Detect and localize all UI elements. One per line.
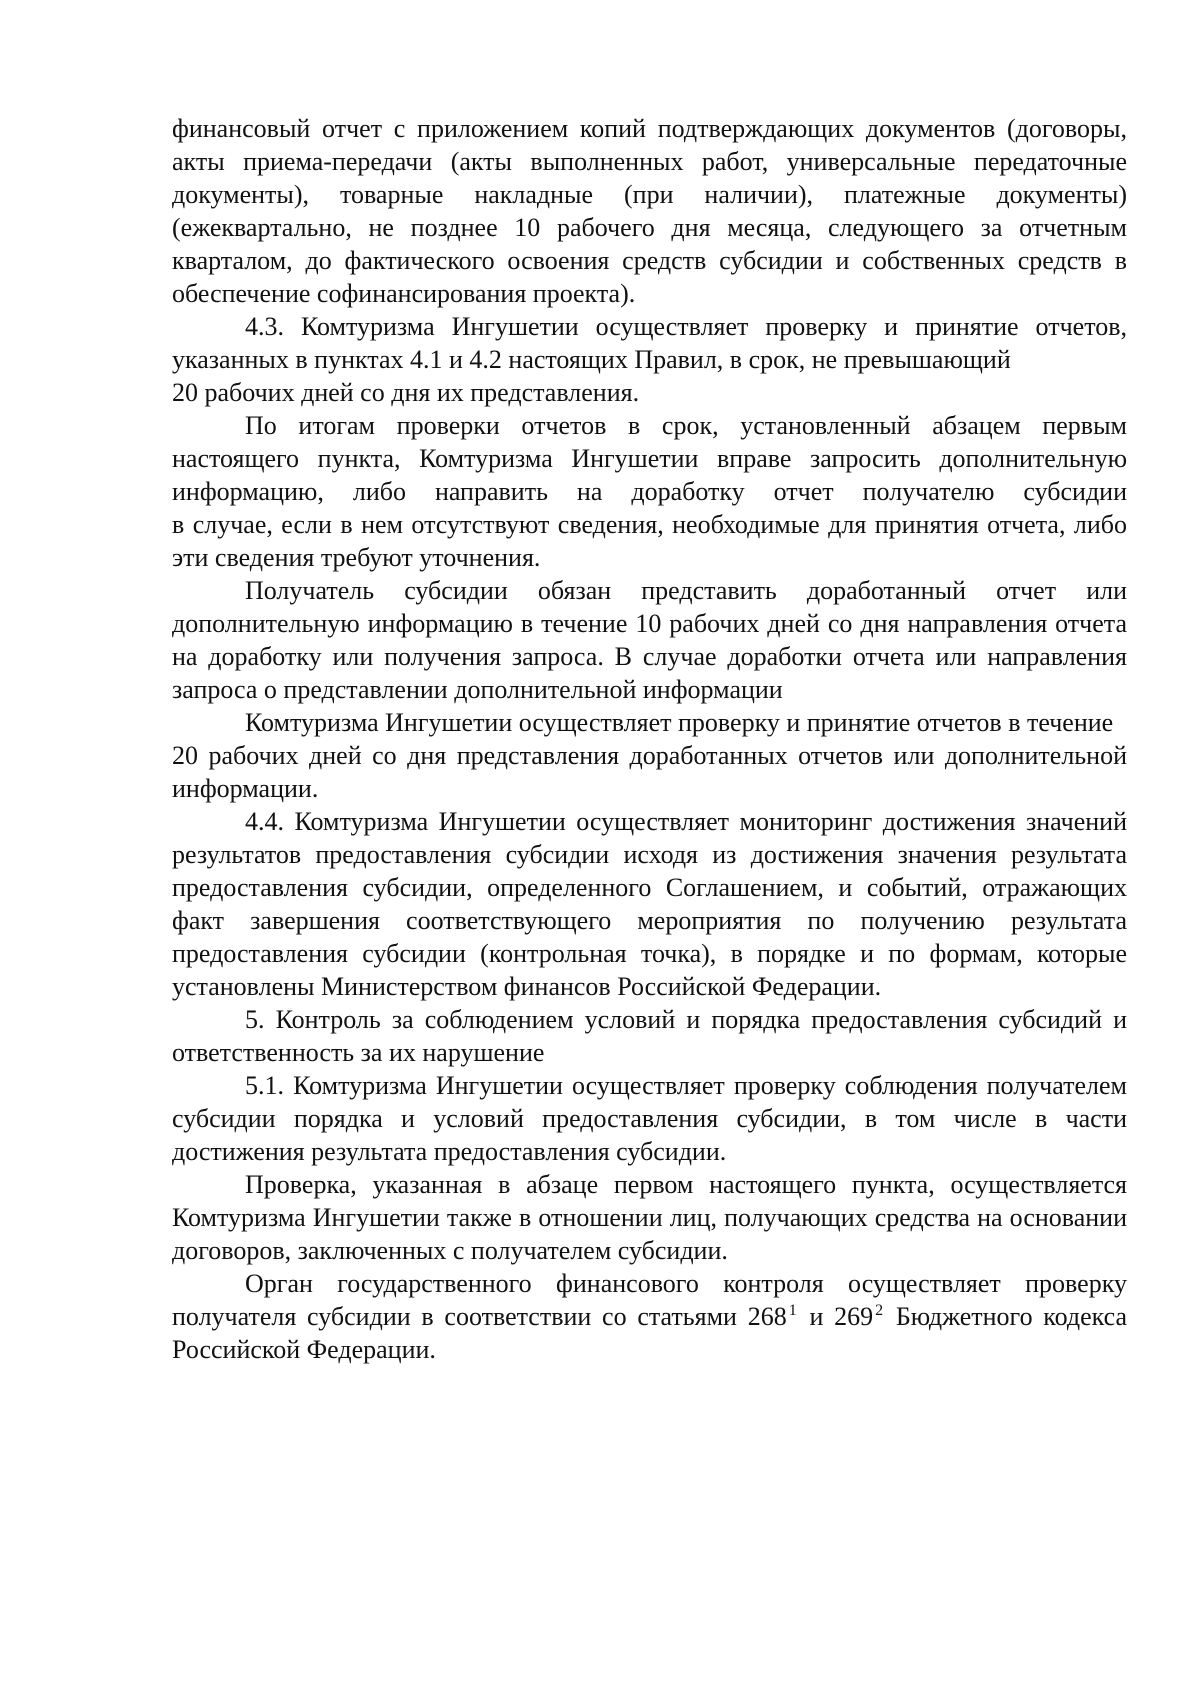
paragraph-check-results-cont: в случае, если в нем отсутствуют сведения, необходимые для принятия отчета, либо эти сведения требуют уточнения. <box>172 510 1127 572</box>
footnote-mark-2: 2 <box>875 1302 884 1319</box>
paragraph-report-attachments: финансовый отчет с приложением копий подтверждающих документов (договоры, акты приема-передачи (акты выполненных работ, универсальные передаточные документы), товарные накладные (при наличии), платежные документы) (ежеквартально, не позднее 10 рабочего дня месяца, следующего за отчетным кварталом, до фактического освоения средств субсидии и собственных средств в обеспечение софинансирования проекта). <box>172 114 1127 308</box>
paragraph-revised-report: Получатель субсидии обязан представить доработанный отчет или дополнительную информацию в течение 10 рабочих дней со дня направления отчета на доработку или получения запроса. В случае доработки отчета или направления запроса о представлении дополнительной информации <box>172 576 1127 704</box>
paragraph-4-3: 4.3. Комтуризма Ингушетии осуществляет проверку и принятие отчетов, указанных в пунктах 4.1 и 4.2 настоящих Правил, в срок, не превышающий <box>172 312 1127 374</box>
paragraph-5-1-inspection: Проверка, указанная в абзаце первом настоящего пункта, осуществляется Комтуризма Ингушетии также в отношении лиц, получающих средства на основании договоров, заключенных с получателем субсидии. <box>172 1170 1127 1265</box>
paragraph-revised-check-deadline: 20 рабочих дней со дня представления доработанных отчетов или дополнительной информации. <box>172 741 1127 803</box>
financial-control-text-3: Бюджетного кодекса Российской Федерации. <box>172 1302 1128 1364</box>
financial-control-text-2: и 269 <box>809 1302 874 1331</box>
footnote-mark-1: 1 <box>788 1302 797 1319</box>
financial-control-text-1: Орган государственного финансового контроля осуществляет проверку получателя субсидии в соответствии со статьями 268 <box>172 1269 1127 1331</box>
section-5-heading: 5. Контроль за соблюдением условий и порядка предоставления субсидий и ответственность за их нарушение <box>172 1005 1127 1067</box>
paragraph-4-4: 4.4. Комтуризма Ингушетии осуществляет мониторинг достижения значений результатов предоставления субсидии исходя из достижения значения результата предоставления субсидии, определенного Соглашением, и событий, отражающих факт завершения соответствующего мероприятия по получению результата предоставления субсидии (контрольная точка), в порядке и по формам, которые установлены Министерством финансов Российской Федерации. <box>172 807 1127 1001</box>
paragraph-check-results: По итогам проверки отчетов в срок, установленный абзацем первым настоящего пункта, Комтуризма Ингушетии вправе запросить дополнительную информацию, либо направить на доработку отчет получателю субсидии <box>172 411 1127 506</box>
paragraph-financial-control <box>172 1267 1127 1366</box>
paragraph-revised-check: Комтуризма Ингушетии осуществляет проверку и принятие отчетов в течение <box>245 708 1114 737</box>
paragraph-4-3-deadline: 20 рабочих дней со дня их представления. <box>172 378 640 407</box>
document-page <box>172 112 1127 1366</box>
paragraph-5-1: 5.1. Комтуризма Ингушетии осуществляет проверку соблюдения получателем субсидии порядка и условий предоставления субсидии, в том числе в части достижения результата предоставления субсидии. <box>172 1071 1127 1166</box>
